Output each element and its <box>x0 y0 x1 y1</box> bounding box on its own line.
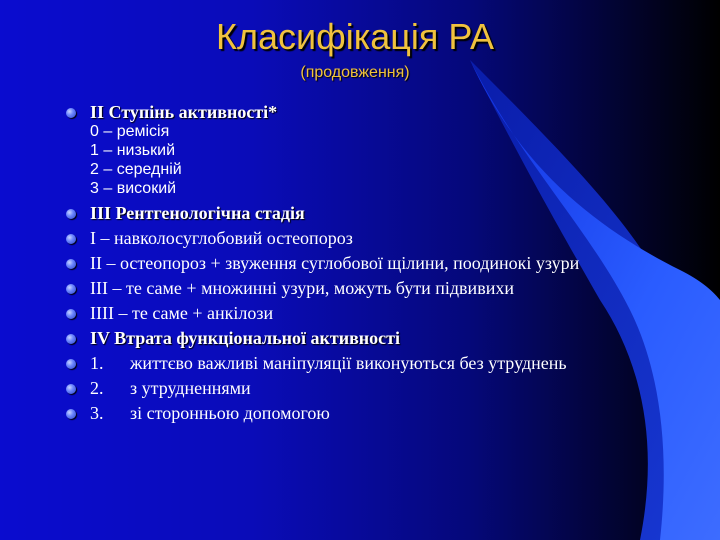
list-item-label: II Ступінь активності* <box>90 102 278 122</box>
list-item-label: життєво важливі маніпуляції виконуються без утруднень <box>130 353 567 373</box>
sub-item: 0 – ремісія <box>90 123 170 140</box>
list-item <box>66 403 686 423</box>
slide-title: Класифікація РА <box>215 16 494 57</box>
list-item-number: 2. <box>90 378 104 398</box>
list-item-label: з утрудненнями <box>130 378 251 398</box>
list-item-label: III Рентгенологічна стадія <box>90 203 305 223</box>
bullet-icon <box>66 209 76 219</box>
list-item-label: IIII – те саме + анкілози <box>90 303 274 323</box>
bullet-icon <box>66 108 76 118</box>
list-item <box>66 228 686 248</box>
list-item-label: II – остеопороз + звуження суглобової щілини, поодинокі узури <box>90 253 580 273</box>
bullet-icon <box>66 359 76 369</box>
list-item <box>66 203 686 223</box>
list-item-label: I – навколосуглобовий остеопороз <box>90 228 353 248</box>
bullet-icon <box>66 409 76 419</box>
content-list <box>66 102 686 428</box>
sub-item: 2 – середній <box>90 161 182 178</box>
list-item <box>66 378 686 398</box>
bullet-icon <box>66 309 76 319</box>
list-item-number: 1. <box>90 353 104 373</box>
bullet-icon <box>66 284 76 294</box>
bullet-icon <box>66 334 76 344</box>
list-item-number: 3. <box>90 403 104 423</box>
sub-item: 3 – високий <box>90 180 177 197</box>
list-item <box>66 278 686 298</box>
list-item <box>66 102 686 198</box>
list-item-label: зі сторонньою допомогою <box>130 403 330 423</box>
sub-item: 1 – низький <box>90 142 176 159</box>
list-item <box>66 303 686 323</box>
list-item <box>66 353 686 373</box>
bullet-icon <box>66 384 76 394</box>
bullet-icon <box>66 259 76 269</box>
list-item-label: III – те саме + множинні узури, можуть бути підвивихи <box>90 278 514 298</box>
list-item <box>66 253 686 273</box>
bullet-icon <box>66 234 76 244</box>
list-item-label: IV Втрата функціональної активності <box>90 328 400 348</box>
slide-subtitle: (продовження) <box>300 64 410 81</box>
list-item <box>66 328 686 348</box>
